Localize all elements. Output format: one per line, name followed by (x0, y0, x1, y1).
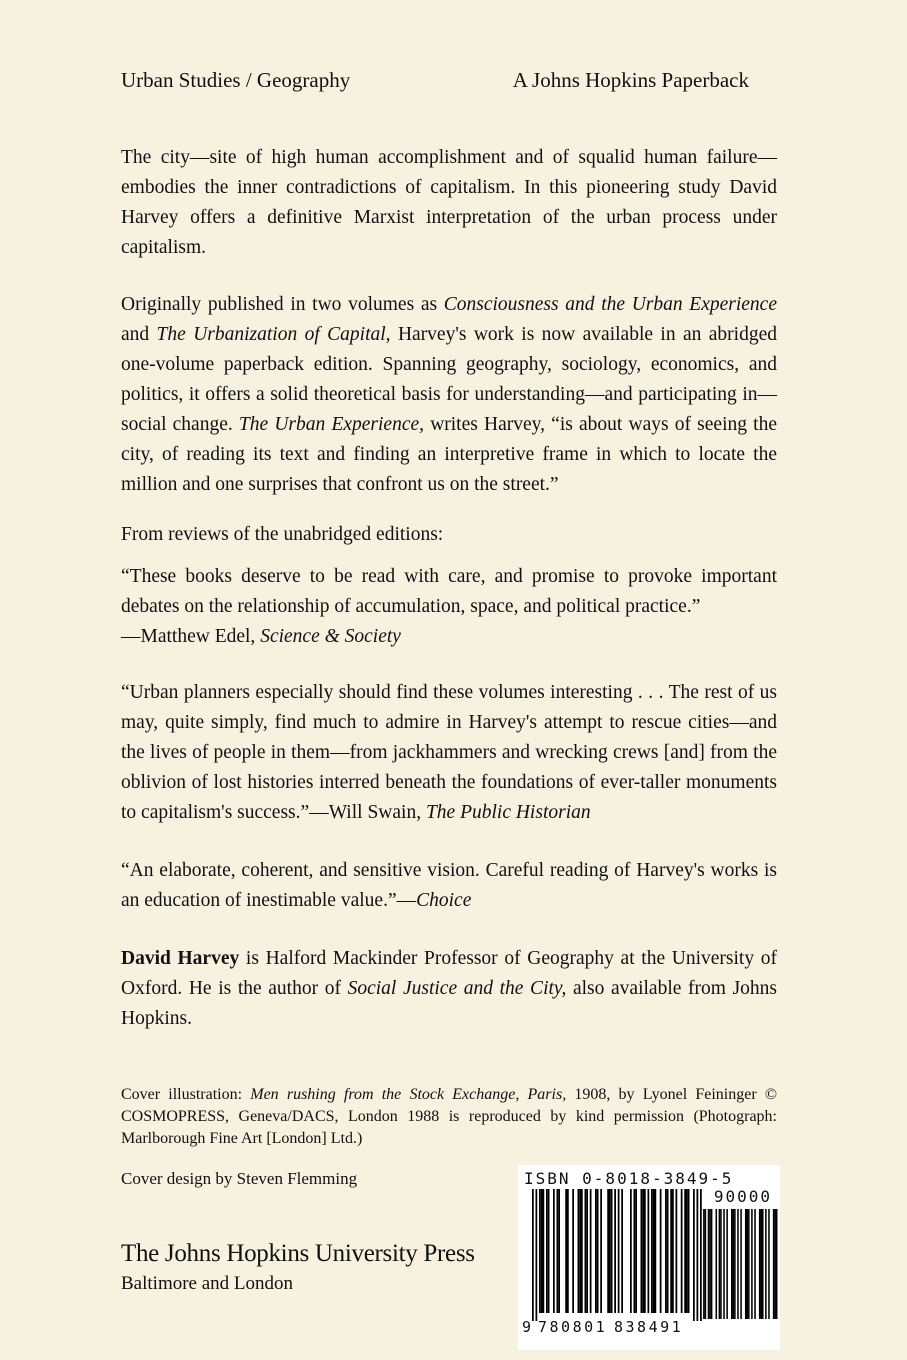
review-quote: “Urban planners especially should find these volumes interesting . . . The rest of us may, quite simply, find much to admire in Harvey's attempt to rescue cities—and the lives of people in them—from jackhammers and wrecking crews [and] from the oblivion of lost histories interred beneath the foundations of ever-taller monuments to capitalism's success.” (121, 682, 777, 823)
barcode-bar (660, 1189, 662, 1313)
ean-digit-group: 780801 (538, 1318, 608, 1336)
text-run: and (121, 324, 157, 345)
barcode-bar (754, 1209, 756, 1319)
review-quote: “These books deserve to be read with care, and promise to provoke important debates on the relationship of accumulation, space, and political practice.” (121, 566, 777, 617)
barcode-bar (641, 1189, 643, 1313)
isbn-barcode (518, 1165, 780, 1350)
barcode-bar (579, 1189, 581, 1313)
barcode-bar (565, 1189, 567, 1313)
barcode-bar (693, 1189, 695, 1321)
barcode-bar (630, 1189, 632, 1313)
barcode-bar (667, 1189, 669, 1313)
barcode-bar (760, 1209, 762, 1319)
barcode-bar (553, 1189, 555, 1313)
barcode-bar (648, 1189, 650, 1313)
review-quote: “An elaborate, coherent, and sensitive vision. Careful reading of Harvey's works is an education of inestimable value.” (121, 860, 777, 911)
book-title: Social Justice and the City, (347, 978, 567, 999)
price-code: 90000 (713, 1187, 772, 1206)
description-text: The city—site of high human accomplishment and of squalid human failure—embodies the inner contradictions of capitalism. In this pioneering study David Harvey offers a definitive Marxist interpretation of the urban process under capitalism. (121, 147, 777, 258)
ean-digit-group: 9 (522, 1318, 532, 1336)
barcode-bar (774, 1209, 776, 1319)
barcode-bar (676, 1189, 678, 1313)
barcode-bar (607, 1189, 609, 1313)
barcode-bar (759, 1209, 761, 1319)
barcode-bar (684, 1189, 686, 1313)
barcode-bar (720, 1209, 722, 1319)
barcode-bar (611, 1189, 613, 1313)
barcode-bar (733, 1209, 735, 1319)
barcode-bar (740, 1209, 742, 1319)
barcode-bar (705, 1209, 707, 1319)
barcode-bar (723, 1209, 725, 1319)
text-run: writes Harvey, “is about ways of seeing the city, of reading its text and finding an interpretive frame in which to locate the million and one surprises that confront us on the street.” (121, 414, 777, 495)
barcode-bar (655, 1189, 657, 1313)
barcode-bar (762, 1209, 764, 1319)
text-run: Harvey's work is now available in an abridged one-volume paperback edition. Spanning geography, sociology, economics, and politics, it offers a solid theoretical basis for understanding—and participating in—social change. (121, 324, 777, 435)
barcode-bar (672, 1189, 674, 1313)
barcode-bar (635, 1189, 637, 1313)
review-2 (121, 678, 777, 828)
barcode-bar (609, 1189, 611, 1313)
description-paragraph-1 (121, 143, 777, 263)
barcode-bar (595, 1189, 597, 1313)
barcode-bar (567, 1189, 569, 1313)
isbn-number: ISBN 0-8018-3849-5 (524, 1169, 734, 1188)
barcode-bar (651, 1189, 653, 1313)
barcode-bar (578, 1189, 580, 1313)
barcode-bar (546, 1189, 548, 1313)
review-1 (121, 562, 777, 652)
author-name: David Harvey (121, 948, 240, 969)
review-attribution (121, 622, 777, 652)
credits-label: Cover illustration: (121, 1086, 251, 1103)
barcode-bar (726, 1209, 728, 1319)
barcode-bar (670, 1189, 672, 1313)
barcode-bar (557, 1189, 559, 1313)
barcode-bar (585, 1189, 587, 1313)
barcode-bar (765, 1209, 767, 1319)
barcode-bar (711, 1209, 713, 1319)
review-source: Choice (416, 890, 472, 911)
barcode-bar (708, 1209, 710, 1319)
barcode-bar (548, 1189, 550, 1313)
barcode-bar (737, 1209, 739, 1319)
barcode-bar (697, 1189, 699, 1321)
barcode-bar (703, 1209, 705, 1319)
cover-design-credit: Cover design by Steven Flemming (121, 1169, 358, 1188)
barcode-bar (773, 1209, 775, 1319)
barcode-bar (644, 1189, 646, 1313)
barcode-bar (709, 1209, 711, 1319)
barcode-bar (716, 1209, 718, 1319)
barcode-bar (634, 1189, 636, 1313)
barcode-bar (539, 1189, 541, 1313)
barcode-bar (751, 1209, 753, 1319)
barcode-bar (747, 1209, 749, 1319)
publisher-name: The Johns Hopkins University Press (121, 1240, 475, 1267)
text-run: also available from Johns Hopkins. (121, 978, 777, 1029)
barcode-bar (590, 1189, 592, 1313)
barcode-bar (686, 1189, 688, 1313)
barcode-bar (536, 1189, 538, 1321)
barcode-bar (734, 1209, 736, 1319)
barcode-bar (688, 1189, 690, 1313)
author-bio (121, 944, 777, 1034)
barcode-bar (681, 1189, 683, 1313)
barcode-bar (642, 1189, 644, 1313)
series-label: A Johns Hopkins Paperback (512, 68, 749, 92)
barcode-bar (745, 1209, 747, 1319)
barcode-bar (532, 1189, 534, 1321)
barcode-bar (586, 1189, 588, 1313)
publisher-place: Baltimore and London (121, 1273, 294, 1294)
book-title: The Urbanization of Capital, (156, 324, 391, 345)
review-3 (121, 856, 777, 916)
barcode-bar (653, 1189, 655, 1313)
barcode-bar (621, 1189, 623, 1313)
barcode-bar (597, 1189, 599, 1313)
barcode-bar (600, 1189, 602, 1313)
barcode-bar (572, 1189, 574, 1313)
barcode-bar (543, 1189, 545, 1313)
cover-credits (121, 1084, 777, 1150)
barcode-bar (719, 1209, 721, 1319)
credits-text: 1908, by Lyonel Feininger © COSMOPRESS, Geneva/DACS, London 1988 is reproduced by kind permission (Photograph: Marlborough Fine Art [London] Ltd.) (121, 1086, 778, 1147)
barcode-bar (614, 1189, 616, 1313)
ean-digit-group: 838491 (614, 1318, 684, 1336)
review-source: Science & Society (260, 626, 401, 647)
barcode-bar (748, 1209, 750, 1319)
artwork-title: Men rushing from the Stock Exchange, Paris, (250, 1086, 567, 1103)
text-run: Originally published in two volumes as (121, 294, 444, 315)
review-author: — (396, 890, 417, 911)
reviews-intro: From reviews of the unabridged editions: (121, 524, 444, 545)
text-run: is Halford Mackinder Professor of Geography at the University of Oxford. He is the author of (121, 948, 777, 999)
barcode-bar (558, 1189, 560, 1313)
review-author: —Matthew Edel, (121, 626, 261, 647)
barcode-bar (581, 1189, 583, 1313)
description-paragraph-2 (121, 290, 777, 500)
barcode-bar (700, 1209, 702, 1319)
barcode-bar (618, 1189, 620, 1313)
book-title: The Urban Experience, (238, 414, 425, 435)
category-label: Urban Studies / Geography (121, 68, 351, 92)
review-author: —Will Swain, (309, 802, 426, 823)
review-source: The Public Historian (425, 802, 591, 823)
barcode-bar (768, 1209, 770, 1319)
barcode-bar (731, 1209, 733, 1319)
barcode-bar (776, 1209, 778, 1319)
book-title: Consciousness and the Urban Experience (443, 294, 777, 315)
barcode-bar (541, 1189, 543, 1313)
barcode-bar (665, 1189, 667, 1313)
